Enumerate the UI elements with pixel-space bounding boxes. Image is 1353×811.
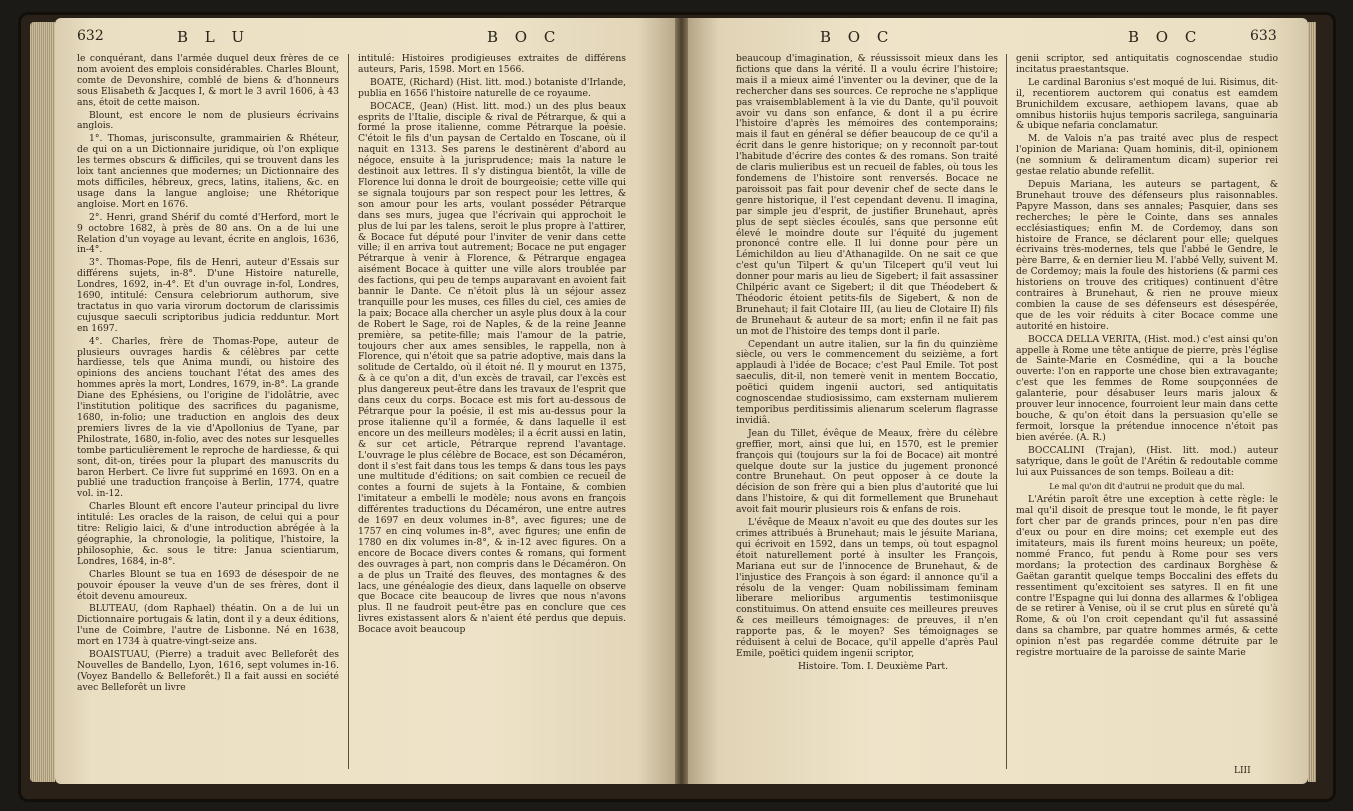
text-column-1: [77, 54, 339, 696]
paragraph: L'Arétin paroît être une exception à cette règle: le mal qu'il disoit de presque tout le monde, le fit payer fort cher par de grands princes, pour n'en pas dire d'eux ou pour en dire moins; cet exemple eut des imitateurs, mais ils furent moins heureux; un poëte, nommé Franco, fut pendu à Rome pour ses vers mordans; la protection des cardinaux Borghèse & Gaëtan garantit quelque temps Boccalini des effets du ressentiment qu'excitoient ses satyres. Il en fit une contre l'Espagne qui lui donna des allarmes & l'obligea de se retirer à Venise, où il se crut plus en sûreté qu'à Rome, & où l'on croit cependant qu'il fut assassiné dans sa chambre, par quatre hommes armés, & cette opinion n'est pas regardée comme détruite par le registre mortuaire de la paroisse de sainte Marie: [1016, 494, 1278, 659]
paragraph: genii scriptor, sed antiquitatis cognoscendae studio incitatus praestantsque.: [1016, 53, 1278, 75]
column-rule: [348, 54, 349, 769]
running-head-right: B O C: [487, 28, 562, 46]
page-edges-right: [1308, 22, 1316, 782]
book-gutter: [675, 18, 688, 784]
paragraph: intitulé: Histoires prodigieuses extraites de différens auteurs, Paris, 1598. Mort en 1566.: [358, 53, 626, 75]
paragraph: Depuis Mariana, les auteurs se partagent, & Brunehaut trouve des défenseurs plus raisonnables. Papyre Masson, dans ses annales; Pasquier, dans ses recherches; le père le Cointe, dans ses annales ecclésiastiques; enfin M. de Cordemoy, dans son histoire de France, se déclarent pour elle; quelques écrivains très-modernes, tels que l'abbé le Gendre, le père Barre, & en dernier lieu M. l'abbé Velly, suivent M. de Cordemoy; mais la foule des historiens (& parmi ces historiens on trouve des critiques) continuent d'être contraires à Brunehaut, & rien ne prouve mieux combien la cause de ses défenseurs est désespérée, que de les voir réduits à citer Bocace comme une autorité en histoire.: [1016, 178, 1278, 332]
paragraph: Charles Blount se tua en 1693 de désespoir de ne pouvoir épouser la veuve d'un de ses frères, dont il étoit devenu amoureux.: [77, 568, 339, 602]
text-column-2: [1016, 54, 1278, 661]
text-column-1: [736, 54, 998, 675]
page-edges-left: [30, 22, 55, 782]
paragraph: BOCCA DELLA VERITA, (Hist. mod.) c'est ainsi qu'on appelle à Rome une tête antique de pierre, près l'église de Sainte-Marie en Cosmédine, qui a la bouche ouverte: l'on en rapporte une chose bien extravagante; c'est que les femmes de Rome soupçonnées de galanterie, pour désabuser leurs maris jaloux & prouver leur innocence, fourroient leur main dans cette bouche, & qu'on étoit dans la persuasion qu'elle se fermoit, lorsque la prétendue innocence n'étoit pas bien avérée. (A. R.): [1016, 333, 1278, 443]
paragraph: BLUTEAU, (dom Raphael) théatin. On a de lui un Dictionnaire portugais & latin, dont il y a deux éditions, l'une de Coimbre, l'autre de Lisbonne. Né en 1638, mort en 1734 à quatre-vingt-seize ans.: [77, 603, 339, 648]
paragraph: BOCACE, (Jean) (Hist. litt. mod.) un des plus beaux esprits de l'Italie, disciple & rival de Pétrarque, & qui a formé la prose italienne, comme Pétrarque la poésie. C'étoit le fils d'un paysan de Certaldo en Toscane, où il naquit en 1313. Ses parens le destinèrent d'abord au négoce, ensuite à la jurisprudence; mais la nature le destinoit aux lettres. Il s'y distingua bientôt, la ville de Florence lui donna le droit de bourgeoisie; cette ville qui se signala toujours par son respect pour les lettres, & son amour pour les arts, voulant posséder Pétrarque dans ses murs, jugea que l'écrivain qui approchoit le plus de lui par les talens, seroit le plus propre à l'attirer, & Bocace fut député pour l'inviter de venir dans cette ville; il en arriva tout autrement; Bocace ne put engager Pétrarque à venir à Florence, & Pétrarque engagea aisément Bocace à quitter une ville alors troublée par des factions, qui peu de temps auparavant en avoient fait bannir le Dante. Ce n'étoit plus là un séjour assez tranquille pour les muses, ces filles du ciel, ces amies de la paix; Bocace alla chercher un asyle plus doux à la cour de Robert le Sage, roi de Naples, & de la reine Jeanne première, sa petite-fille; mais l'amour de la patrie, toujours cher aux ames sensibles, le rappella, non à Florence, qui n'étoit que sa patrie adoptive, mais dans la solitude de Certaldo, où il étoit né. Il y mourut en 1375, & à ce qu'on a dit, d'un excès de travail, car l'excès est plus dangereux peut-être dans les travaux de l'esprit que dans ceux du corps. Bocace est mis fort au-dessous de Pétrarque pour la poésie, il est mis au-dessus pour la prose italienne qu'il a formée, & dans laquelle il est encore un des meilleurs modèles; il a écrit aussi en latin, & sur cet article, Pétrarque reprend l'avantage. L'ouvrage le plus célèbre de Bocace, est son Décaméron, dont il s'est fait dans tous les temps & dans tous les pays une multitude d'éditions; on sait combien ce recueil de contes a fourni de sujets à la Fontaine, & combien l'imitateur a embelli le modèle; nous avons en françois différentes traductions du Décaméron, une entre autres de 1697 en deux volumes in-8°, avec figures; une de 1757 en cinq volumes in-8°, avec figures; une enfin de 1780 en dix volumes in-8°, & in-12 avec figures. On a encore de Bocace divers contes & romans, qui forment des ouvrages à part, non compris dans le Décaméron. On a de plus un Traité des fleuves, des montagnes & des lacs, une généalogie des dieux, dans laquelle on observe que Bocace cite beaucoup de livres que nous n'avons plus. Il ne faudroit peut-être pas en conclure que ces livres existassent alors & n'aient été perdus que depuis. Bocace avoit beaucoup: [358, 100, 626, 636]
signature-mark: LIII: [1234, 766, 1251, 776]
page-number: 632: [77, 28, 104, 44]
paragraph: BOAISTUAU, (Pierre) a traduit avec Belleforêt des Nouvelles de Bandello, Lyon, 1616, sept volumes in-16. (Voyez Bandello & Belleforêt.) Il a fait aussi en société avec Belleforêt un livre: [77, 649, 339, 693]
paragraph: Jean du Tillet, évêque de Meaux, frère du célèbre greffier, mort, ainsi que lui, en 1570, est le premier françois qui (toujours sur la foi de Bocace) ait montré quelque doute sur la justice du jugement prononcé contre Brunehaut. On peut opposer à ce doute la décision de son frère qui a bien plus d'autorité que lui dans l'histoire, & qui dit formellement que Brunehaut avoit fait mourir plusieurs rois & enfans de rois.: [736, 427, 998, 516]
paragraph: M. de Valois n'a pas traité avec plus de respect l'opinion de Mariana: Quam hominis, dit-il, opinionem (ne somnium & deliramentum dicam) superior rei gestae relatio abunde refellit.: [1016, 133, 1278, 178]
running-head-left: B O C: [820, 28, 895, 46]
paragraph: 2°. Henri, grand Shérif du comté d'Herford, mort le 9 octobre 1682, à près de 80 ans. On a de lui une Relation d'un voyage au levant, écrite en anglois, 1636, in-4°.: [77, 211, 339, 256]
paragraph: Blount, est encore le nom de plusieurs écrivains anglois.: [77, 109, 339, 132]
paragraph: Cependant un autre italien, sur la fin du quinzième siècle, ou vers le commencement du seizième, a fort applaudi à l'idée de Bocace; c'est Paul Emile. Tot post saeculis, dit-il, non temerè venit in mentem Boccatio, poëtici quidem ingenii auctori, sed antiquitatis cognoscendae studiosissimo, cam exsternam mulierem temporibus perditissimis alienarum scelerum flagrasse invidiâ.: [736, 338, 998, 426]
running-head-right: B O C: [1128, 28, 1203, 46]
running-head-left: B L U: [177, 28, 251, 46]
column-rule: [1006, 54, 1007, 769]
left-page: [55, 18, 675, 784]
paragraph: BOCCALINI (Trajan), (Hist. litt. mod.) auteur satyrique, dans le goût de l'Arétin & redoutable comme lui aux Puissances de son temps. Boileau a dit:: [1016, 444, 1278, 478]
paragraph: 4°. Charles, frère de Thomas-Pope, auteur de plusieurs ouvrages hardis & célèbres par cette hardiesse, tels que Anima mundi, ou histoire des opinions des anciens touchant l'état des ames des hommes après la mort, Londres, 1679, in-8°. La grande Diane des Ephésiens, ou l'origine de l'idolâtrie, avec l'institution politique des sacrifices du paganisme, 1680, in-folio; une traduction en anglois des deux premiers livres de la vie d'Apollonius de Tyane, par Philostrate, 1680, in-folio, avec des notes sur lesquelles tombe particulièrement le reproche de hardiesse, & qui sont, dit-on, tirées pour la plupart des manuscrits du baron Herbert. Ce livre fut supprimé en 1693. On en a publié une traduction françoise à Berlin, 1774, quatre vol. in-12.: [77, 335, 339, 500]
paragraph: BOATE, (Richard) (Hist. litt. mod.) botaniste d'Irlande, publia en 1656 l'histoire naturelle de ce royaume.: [358, 76, 626, 99]
right-page: [688, 18, 1308, 784]
paragraph: 1°. Thomas, jurisconsulte, grammairien & Rhéteur, de qui on a un Dictionnaire juridique, où l'on explique les termes obscurs & difficiles, qui se trouvent dans les loix tant anciennes que modernes; un Dictionnaire des mots difficiles, hébreux, grecs, latins, italiens, &c. en usage dans la langue angloise; une Rhétorique angloise. Mort en 1676.: [77, 133, 339, 210]
paragraph: L'évêque de Meaux n'avoit eu que des doutes sur les crimes attribués à Brunehaut; mais le jésuite Mariana, qui écrivoit en 1592, dans un temps, où tout espagnol étoit naturellement porté à insulter les François, Mariana eut sur de l'innocence de Brunehaut, & de l'injustice des François à son égard: il annonce qu'il a résolu de la venger: Quam nobilissimam feminam liberare melioribus argumentis testimoniisque constituimus. On attend ensuite ces meilleures preuves & ces meilleurs témoignages: de preuves, il n'en rapporte pas, & le moyen? Ses témoignages se réduisent à celui de Bocace, qu'il appelle d'après Paul Emile, poëtici quidem ingenii scriptor,: [736, 517, 998, 659]
paragraph: 3°. Thomas-Pope, fils de Henri, auteur d'Essais sur différens sujets, in-8°. D'une Histoire naturelle, Londres, 1692, in-4°. Et d'un ouvrage in-fol, Londres, 1690, intitulé: Censura celebriorum authorum, sive tractatus in quo varia virorum doctorum de clarissimis cujusque saeculi scriptoribus judicia redduntur. Mort en 1697.: [77, 257, 339, 334]
footer-note: Histoire. Tom. I. Deuxième Part.: [797, 660, 949, 672]
paragraph: Le cardinal Baronius s'est moqué de lui. Risimus, dit-il, recentiorem auctorem qui conatus est eamdem Brunichildem excusare, aethiopem lavans, quae ab omnibus historiis hujus temporis sacrilega, sanguinaria & ubique nefaria conclamatur.: [1016, 76, 1278, 132]
paragraph: le conquérant, dans l'armée duquel deux frères de ce nom avoient des emplois considérables. Charles Blount, comte de Devonshire, comblé de biens & d'honneurs sous Elisabeth & Jacques I, & mort le 3 avril 1606, à 43 ans, étoit de cette maison.: [77, 53, 339, 108]
verse-quote: Le mal qu'on dit d'autrui ne produit que du mal.: [1049, 482, 1245, 492]
paragraph: Charles Blount eft encore l'auteur principal du livre intitulé: Les oracles de la raison, de celui qui a pour titre: Religio laici, & d'une introduction abrégée à la géographie, la chronologie, la politique, l'histoire, la philosophie, &c. sous le titre: Janua scientiarum, Londres, 1684, in-8°.: [77, 501, 339, 567]
paragraph: beaucoup d'imagination, & réussissoit mieux dans les fictions que dans la vérité. Il a voulu écrire l'histoire; mais il a mieux aimé l'inventer ou la deviner, que de la rechercher dans ses sources. Ce reproche ne s'applique pas vraisemblablement à la vie du Dante, qu'il pouvoit avoir vu dans son enfance, & dont il a pu écrire l'histoire d'après les mémoires des contemporains; mais il faut en général se défier beaucoup de ce qu'il a écrit dans le genre historique; on y reconnoît par-tout l'habitude d'écrire des contes & des romans. Son traité de claris mulieribus est un recueil de fables, où tous les fondemens de l'histoire sont renversés. Bocace ne paroissoit pas fait pour devenir chef de secte dans le genre historique, il l'est cependant devenu. Il imagina, par simple jeu d'esprit, de justifier Brunehaut, après plus de sept siècles écoulés, sans que personne eût élevé le moindre doute sur l'équité du jugement prononcé contre elle. Il lui donne pour père un Lémichildon au lieu d'Athanagilde. On ne sait ce que c'est qu'un Tilpert & qu'un Tilcepert qu'il veut lui donner pour maris au lieu de Sigebert; il fait assassiner Chilpéric avant ce Sigebert; il dit que Théodebert & Théodoric étoient petits-fils de Sigebert, & non de Brunehaut; il fait Clotaire III, (au lieu de Clotaire II) fils de Brunehaut & auteur de sa mort; enfin il ne fait pas un mot de l'histoire des temps dont il parle.: [736, 53, 998, 337]
text-column-2: [358, 54, 626, 638]
page-number: 633: [1250, 28, 1277, 44]
